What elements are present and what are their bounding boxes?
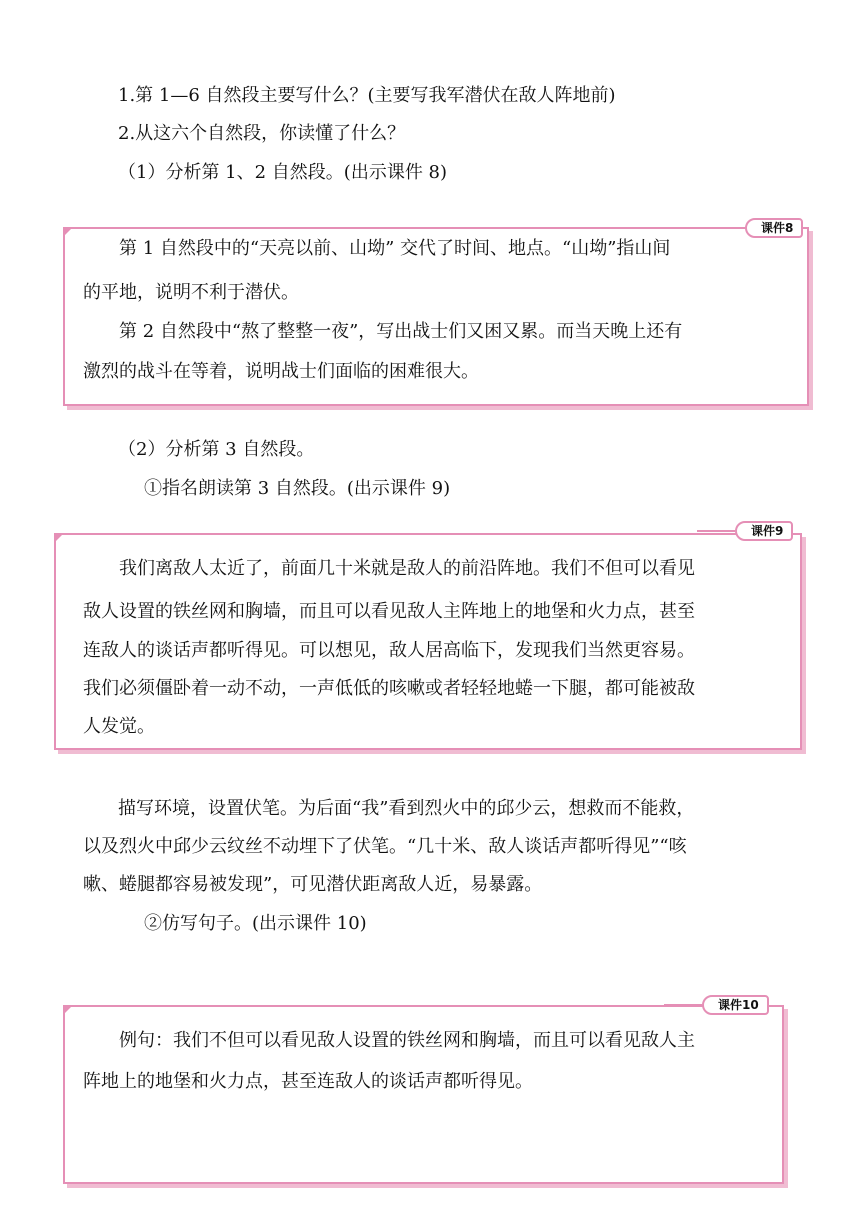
step-2-imitate-sentence: ②仿写句子。(出示课件 10): [144, 913, 367, 934]
corner-fold-icon: [63, 227, 73, 237]
slide-8-line-4: 激烈的战斗在等着，说明战士们面临的困难很大。: [83, 361, 479, 382]
analysis-line-2: 以及烈火中邱少云纹丝不动埋下了伏笔。“几十米、敌人谈话声都听得见”“咳: [83, 836, 687, 857]
corner-fold-icon: [54, 533, 64, 543]
slide-9-line-5: 人发觉。: [83, 716, 155, 737]
question-2-part-1: （1）分析第 1、2 自然段。(出示课件 8): [118, 162, 448, 183]
slide-9-line-3: 连敌人的谈话声都听得见。可以想见，敌人居高临下，发现我们当然更容易。: [83, 640, 695, 661]
slide-8-line-1: 第 1 自然段中的“天亮以前、山坳” 交代了时间、地点。“山坳”指山间: [119, 238, 671, 259]
slide-9-line-2: 敌人设置的铁丝网和胸墙，而且可以看见敌人主阵地上的地堡和火力点，甚至: [83, 601, 695, 622]
corner-fold-icon: [63, 1005, 73, 1015]
slide-10-line-2: 阵地上的地堡和火力点，甚至连敌人的谈话声都听得见。: [83, 1071, 533, 1092]
section-2-heading: （2）分析第 3 自然段。: [118, 439, 315, 460]
courseware-tag-10: 课件10: [702, 995, 769, 1015]
slide-10-line-1: 例句：我们不但可以看见敌人设置的铁丝网和胸墙，而且可以看见敌人主: [119, 1030, 695, 1051]
question-1: 1.第 1—6 自然段主要写什么？(主要写我军潜伏在敌人阵地前): [118, 85, 616, 106]
courseware-tag-9: 课件9: [735, 521, 793, 541]
courseware-tag-8: 课件8: [745, 218, 803, 238]
slide-9-line-4: 我们必须僵卧着一动不动，一声低低的咳嗽或者轻轻地蜷一下腿，都可能被敌: [83, 678, 695, 699]
analysis-line-1: 描写环境，设置伏笔。为后面“我”看到烈火中的邱少云，想救而不能救，: [118, 798, 695, 819]
analysis-line-3: 嗽、蜷腿都容易被发现”，可见潜伏距离敌人近，易暴露。: [83, 874, 543, 895]
question-2: 2.从这六个自然段，你读懂了什么？: [118, 123, 406, 144]
slide-8-line-3: 第 2 自然段中“熬了整整一夜”，写出战士们又困又累。而当天晚上还有: [119, 321, 683, 342]
slide-8-line-2: 的平地，说明不利于潜伏。: [83, 282, 299, 303]
step-1-read-aloud: ①指名朗读第 3 自然段。(出示课件 9): [144, 478, 451, 499]
slide-9-line-1: 我们离敌人太近了，前面几十米就是敌人的前沿阵地。我们不但可以看见: [119, 558, 695, 579]
